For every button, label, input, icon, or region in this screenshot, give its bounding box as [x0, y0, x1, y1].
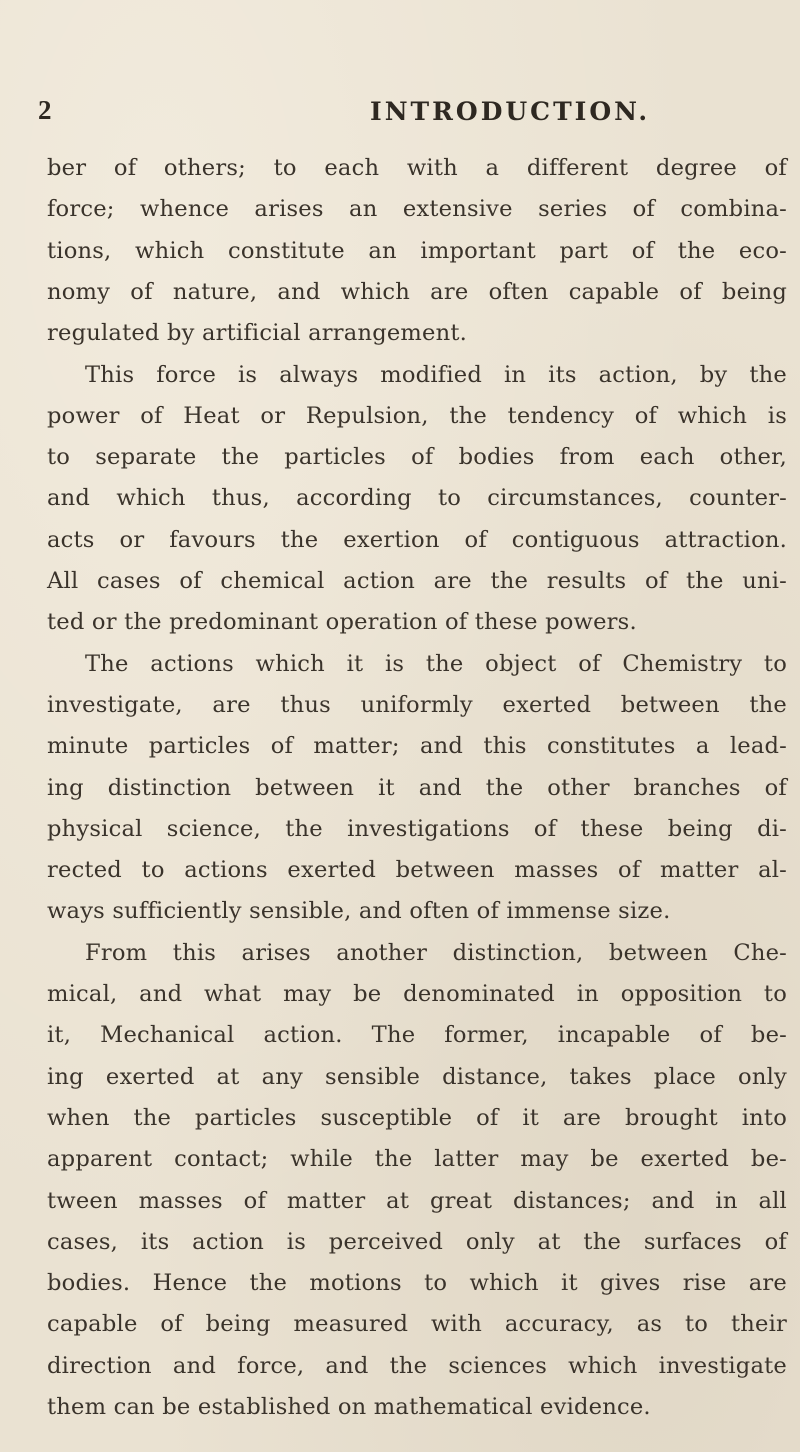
text-line: tions, which constitute an important part of the eco- [47, 237, 787, 264]
text-line: This force is always modified in its action, by the [85, 361, 787, 388]
text-line: and which thus, according to circumstances, counter- [47, 485, 787, 512]
text-line: bodies. Hence the motions to which it gives rise are [47, 1270, 787, 1297]
text-line: apparent contact; while the latter may be exerted be- [47, 1146, 787, 1173]
text-line: physical science, the investigations of these being di- [47, 815, 787, 842]
text-line: cases, its action is perceived only at the surfaces of [47, 1228, 787, 1255]
text-line: acts or favours the exertion of contiguous attraction. [47, 526, 787, 553]
page-number: 2 [38, 95, 52, 125]
text-line: ways sufficiently sensible, and often of immense size. [47, 898, 671, 925]
text-line: them can be established on mathematical evidence. [47, 1394, 651, 1420]
text-line: rected to actions exerted between masses of matter al- [47, 857, 787, 884]
text-line: power of Heat or Repulsion, the tendency of which is [47, 402, 787, 429]
text-line: mical, and what may be denominated in opposition to [47, 981, 787, 1007]
text-line: From this arises another distinction, between Che- [85, 939, 787, 966]
text-line: ing exerted at any sensible distance, takes place only [47, 1063, 787, 1090]
text-line: to separate the particles of bodies from each other, [47, 444, 787, 471]
text-line: investigate, are thus uniformly exerted between the [47, 691, 787, 718]
text-line: ing distinction between it and the other branches of [47, 774, 787, 801]
text-line: The actions which it is the object of Chemistry to [85, 650, 787, 677]
text-line: ber of others; to each with a different degree of [47, 155, 787, 181]
text-line: regulated by artificial arrangement. [47, 320, 468, 347]
text-line: it, Mechanical action. The former, incapable of be- [47, 1022, 787, 1049]
running-head: INTRODUCTION. [370, 97, 651, 126]
text-line: force; whence arises an extensive series of combina- [47, 196, 787, 223]
text-line: capable of being measured with accuracy, as to their [47, 1311, 787, 1338]
text-line: direction and force, and the sciences which investigate [47, 1352, 787, 1379]
page-header [0, 91, 800, 131]
text-line: when the particles susceptible of it are brought into [47, 1104, 787, 1131]
text-line: tween masses of matter at great distances; and in all [47, 1187, 787, 1214]
text-line: minute particles of matter; and this constitutes a lead- [47, 733, 787, 760]
text-line: All cases of chemical action are the results of the uni- [47, 568, 787, 594]
text-line: ted or the predominant operation of these powers. [47, 609, 637, 636]
text-line: nomy of nature, and which are often capable of being [47, 278, 787, 305]
